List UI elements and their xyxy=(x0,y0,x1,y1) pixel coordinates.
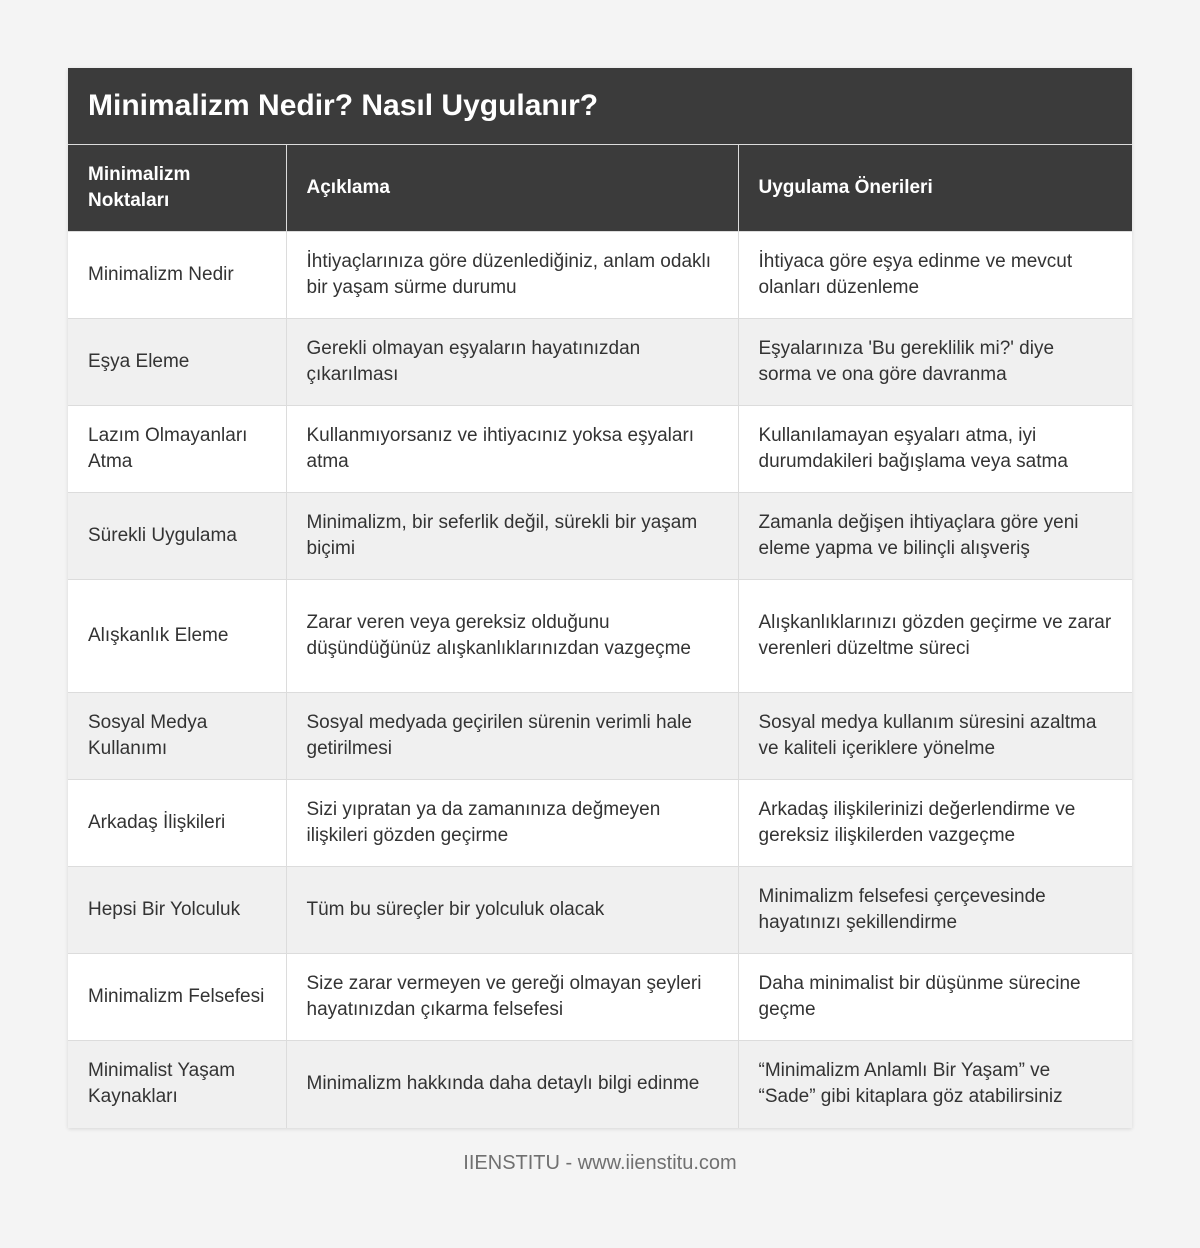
minimalism-table xyxy=(68,144,1132,1128)
row-suggestion: Minimalizm felsefesi çerçevesinde hayatınızı şekillendirme xyxy=(738,867,1132,954)
table-row xyxy=(68,1041,1132,1128)
table-row xyxy=(68,780,1132,867)
row-topic: Hepsi Bir Yolculuk xyxy=(68,867,286,954)
row-description: Sosyal medyada geçirilen sürenin verimli hale getirilmesi xyxy=(286,693,738,780)
row-suggestion: Arkadaş ilişkilerinizi değerlendirme ve gereksiz ilişkilerden vazgeçme xyxy=(738,780,1132,867)
row-topic: Eşya Eleme xyxy=(68,319,286,406)
row-description: Kullanmıyorsanız ve ihtiyacınız yoksa eşyaları atma xyxy=(286,406,738,493)
table-row xyxy=(68,954,1132,1041)
row-topic: Minimalist Yaşam Kaynakları xyxy=(68,1041,286,1128)
row-description: Gerekli olmayan eşyaların hayatınızdan çıkarılması xyxy=(286,319,738,406)
table-row xyxy=(68,406,1132,493)
table-row xyxy=(68,493,1132,580)
row-description: Sizi yıpratan ya da zamanınıza değmeyen ilişkileri gözden geçirme xyxy=(286,780,738,867)
row-description: Size zarar vermeyen ve gereği olmayan şeyleri hayatınızdan çıkarma felsefesi xyxy=(286,954,738,1041)
row-description: Minimalizm hakkında daha detaylı bilgi edinme xyxy=(286,1041,738,1128)
table-row xyxy=(68,693,1132,780)
row-topic: Minimalizm Nedir xyxy=(68,232,286,319)
row-suggestion: Zamanla değişen ihtiyaçlara göre yeni eleme yapma ve bilinçli alışveriş xyxy=(738,493,1132,580)
row-suggestion: Alışkanlıklarınızı gözden geçirme ve zarar verenleri düzeltme süreci xyxy=(738,580,1132,693)
row-suggestion: Eşyalarınıza 'Bu gereklilik mi?' diye sorma ve ona göre davranma xyxy=(738,319,1132,406)
row-suggestion: Daha minimalist bir düşünme sürecine geçme xyxy=(738,954,1132,1041)
table-header-row xyxy=(68,145,1132,232)
row-description: Zarar veren veya gereksiz olduğunu düşündüğünüz alışkanlıklarınızdan vazgeçme xyxy=(286,580,738,693)
row-topic: Minimalizm Felsefesi xyxy=(68,954,286,1041)
row-topic: Arkadaş İlişkileri xyxy=(68,780,286,867)
row-description: Minimalizm, bir seferlik değil, sürekli bir yaşam biçimi xyxy=(286,493,738,580)
column-header-points: Minimalizm Noktaları xyxy=(68,145,286,232)
table-row xyxy=(68,319,1132,406)
table-row xyxy=(68,232,1132,319)
column-header-description: Açıklama xyxy=(286,145,738,232)
table-row xyxy=(68,580,1132,693)
column-header-suggestions: Uygulama Önerileri xyxy=(738,145,1132,232)
footer-credit: IIENSTITU - www.iienstitu.com xyxy=(463,1152,737,1174)
row-suggestion: “Minimalizm Anlamlı Bir Yaşam” ve “Sade” gibi kitaplara göz atabilirsiniz xyxy=(738,1041,1132,1128)
row-topic: Sürekli Uygulama xyxy=(68,493,286,580)
row-suggestion: Kullanılamayan eşyaları atma, iyi durumdakileri bağışlama veya satma xyxy=(738,406,1132,493)
row-suggestion: İhtiyaca göre eşya edinme ve mevcut olanları düzenleme xyxy=(738,232,1132,319)
table-card xyxy=(68,68,1132,1128)
row-topic: Sosyal Medya Kullanımı xyxy=(68,693,286,780)
row-suggestion: Sosyal medya kullanım süresini azaltma ve kaliteli içeriklere yönelme xyxy=(738,693,1132,780)
row-description: İhtiyaçlarınıza göre düzenlediğiniz, anlam odaklı bir yaşam sürme durumu xyxy=(286,232,738,319)
row-topic: Alışkanlık Eleme xyxy=(68,580,286,693)
table-row xyxy=(68,867,1132,954)
row-description: Tüm bu süreçler bir yolculuk olacak xyxy=(286,867,738,954)
page-title: Minimalizm Nedir? Nasıl Uygulanır? xyxy=(68,68,1132,144)
row-topic: Lazım Olmayanları Atma xyxy=(68,406,286,493)
